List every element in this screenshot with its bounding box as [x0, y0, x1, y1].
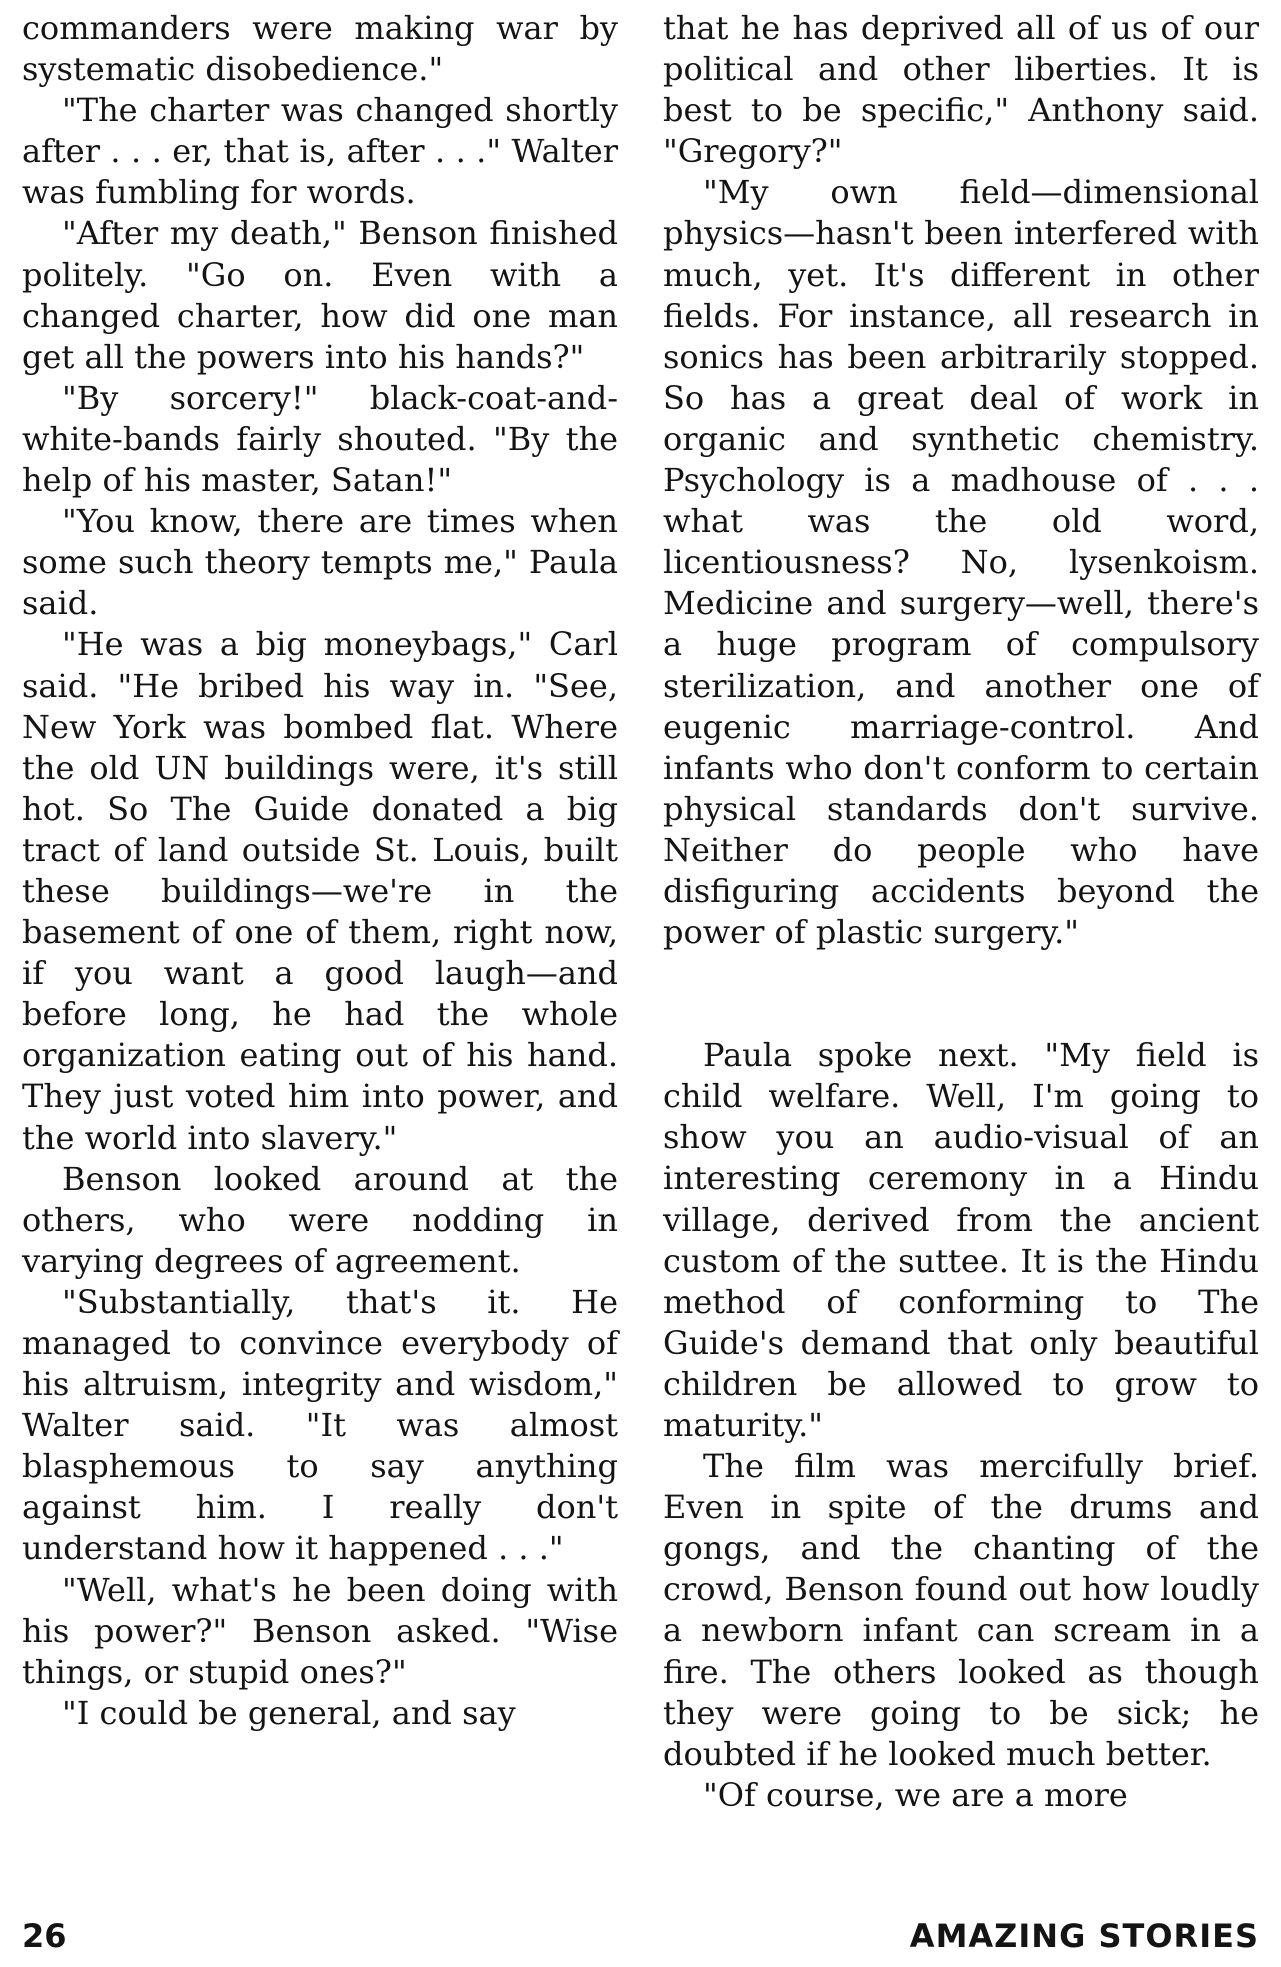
paragraph: "Substantially, that's it. He managed to convince everybody of his altruism, integrity and wisdom," Walter said. "It was almost blasphemous to say anything against him. I really don't understand how it happened . . ." — [22, 1282, 618, 1568]
paragraph: "By sorcery!" black-coat-and-white-bands fairly shouted. "By the help of his master, Satan!" — [22, 378, 618, 500]
paragraph: commanders were making war by systematic disobedience." — [22, 9, 618, 89]
paragraph: "Well, what's he been doing with his power?" Benson asked. "Wise things, or stupid ones?" — [22, 1570, 618, 1691]
right-text-column — [663, 8, 1259, 1816]
paragraph: The film was mercifully brief. Even in spite of the drums and gongs, and the chanting of the crowd, Benson found out how loudly a newborn infant can scream in a fire. The others looked as though they were going to be sick; he doubted if he looked much better. — [663, 1447, 1259, 1773]
paragraph: "The charter was changed shortly after . . . er, that is, after . . ." Walter was fumbling for words. — [22, 91, 618, 212]
paragraph: "I could be general, and say — [62, 1693, 516, 1732]
paragraph: "My own field—dimensional physics—hasn't been interfered with much, yet. It's different in other fields. For instance, all research in sonics has been arbitrarily stopped. So has a great deal of work in organic and synthetic chemistry. Psychology is a madhouse of . . . what was the old word, licentiousness? No, lysenkoism. Medicine and surgery—well, there's a huge program of compulsory sterilization, and another one of eugenic marriage-control. And infants who don't conform to certain physical standards don't survive. Neither do people who have disfiguring accidents beyond the power of plastic surgery." — [663, 173, 1259, 952]
paragraph: "He was a big moneybags," Carl said. "He bribed his way in. "See, New York was bombed flat. Where the old UN buildings were, it's still hot. So The Guide donated a big tract of land outside St. Louis, built these buildings—we're in the basement of one of them, right now, if you want a good laugh—and before long, he had the whole organization eating out of his hand. They just voted him into power, and the world into slavery." — [22, 625, 618, 1157]
paragraph: that he has deprived all of us of our political and other liberties. It is best to be specific," Anthony said. "Gregory?" — [663, 9, 1259, 171]
page-number: 26 — [22, 1917, 67, 1955]
paragraph: "After my death," Benson finished politely. "Go on. Even with a changed charter, how did one man get all the powers into his hands?" — [22, 214, 618, 376]
paragraph: Paula spoke next. "My field is child welfare. Well, I'm going to show you an audio-visual of an interesting ceremony in a Hindu village, derived from the ancient custom of the suttee. It is the Hindu method of conforming to The Guide's demand that only beautiful children be allowed to grow to maturity." — [663, 1036, 1259, 1444]
left-text-column — [22, 8, 618, 1734]
paragraph: "You know, there are times when some such theory tempts me," Paula said. — [22, 502, 618, 623]
paragraph: "Of course, we are a more — [703, 1775, 1128, 1814]
page-footer — [22, 1912, 1259, 1960]
paragraph: Benson looked around at the others, who were nodding in varying degrees of agreement. — [22, 1159, 618, 1280]
magazine-title: AMAZING STORIES — [909, 1917, 1259, 1955]
